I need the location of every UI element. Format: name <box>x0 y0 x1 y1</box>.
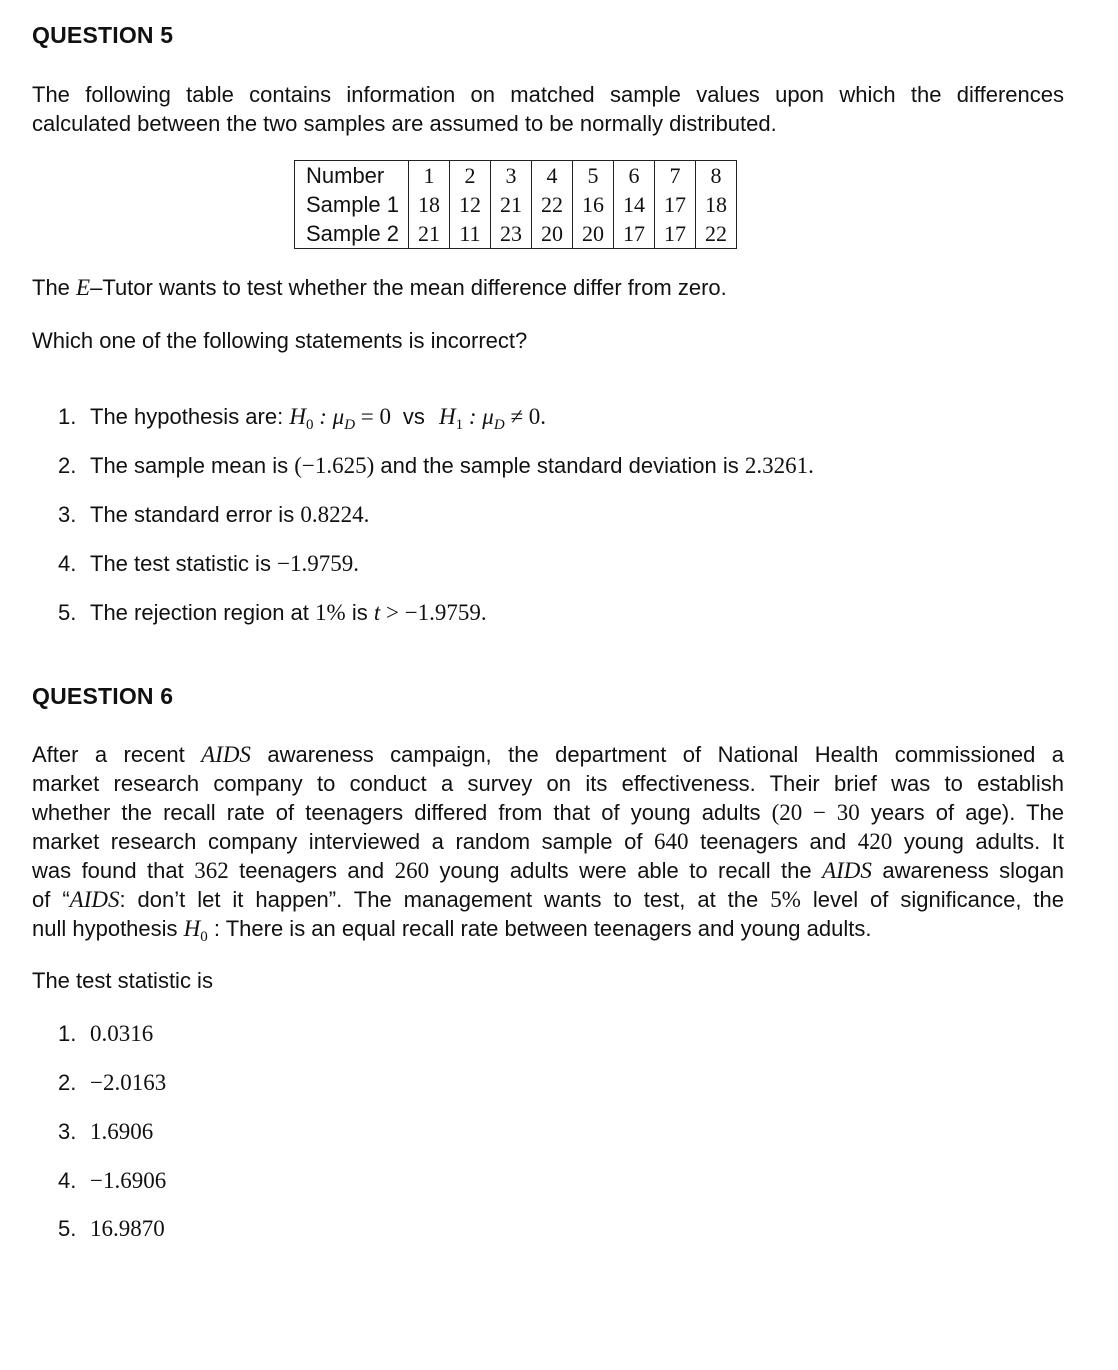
option-1: 1. The hypothesis are: $H_0$ : $\mu_D = 0$ vs $H_1$ : $\mu_D \ne 0$. <box>58 404 547 433</box>
question-6-prompt: The test statistic is <box>32 968 213 993</box>
table-cell: 22 <box>531 190 572 219</box>
table-cell: 2 <box>449 161 490 191</box>
table-cell: 17 <box>613 219 654 249</box>
table-cell: 11 <box>449 219 490 249</box>
option-2: 2. −2.0163 <box>58 1070 167 1095</box>
table-cell: 12 <box>449 190 490 219</box>
table-cell: 22 <box>695 219 736 249</box>
table-cell: 14 <box>613 190 654 219</box>
option-5: 5. The rejection region at 1% is t > −1.9759. <box>58 600 487 625</box>
table-row <box>295 190 737 219</box>
option-5: 5. 16.9870 <box>58 1216 165 1241</box>
table-row <box>295 219 737 249</box>
table-cell: 20 <box>531 219 572 249</box>
table-cell: 8 <box>695 161 736 191</box>
matched-sample-table <box>294 160 737 249</box>
option-2: 2. The sample mean is (−1.625) and the sample standard deviation is 2.3261. <box>58 453 814 478</box>
question-6-title: QUESTION 6 <box>32 683 174 709</box>
question-5-title: QUESTION 5 <box>32 22 174 48</box>
table-cell: 7 <box>654 161 695 191</box>
table-cell: 16 <box>572 190 613 219</box>
table-cell: 1 <box>408 161 449 191</box>
option-3: 3. The standard error is 0.8224. <box>58 502 370 527</box>
intro-line-1: The following table contains information on matched sample values upon which the differences <box>32 82 1064 107</box>
row-label: Number <box>295 161 409 191</box>
table-cell: 21 <box>490 190 531 219</box>
question-6-paragraph: After a recent AIDS awareness campaign, the department of National Health commissioned a market research company to conduct a survey on its effectiveness. Their brief was to establish whether the recall rate of teenagers differed from that of young adults (20 − 30 years of age). The market research company interviewed a random sample of 640 teenagers and 420 young adults. It was found that 362 teenagers and 260 young adults were able to recall the AIDS awareness slogan of “AIDS: don’t let it happen”. The management wants to test, at the 5% level of significance, the null hypothesis $H_0$ : There is an equal recall rate between teenagers and young adults. <box>32 742 1064 945</box>
table-cell: 17 <box>654 190 695 219</box>
intro-line-2: calculated between the two samples are assumed to be normally distributed. <box>32 111 777 136</box>
table-cell: 20 <box>572 219 613 249</box>
option-4: 4. The test statistic is −1.9759. <box>58 551 360 576</box>
e-symbol: E <box>76 275 91 300</box>
option-1: 1. 0.0316 <box>58 1021 154 1046</box>
table-cell: 4 <box>531 161 572 191</box>
table-row <box>295 161 737 191</box>
question-5-prompt: Which one of the following statements is incorrect? <box>32 328 528 353</box>
table-cell: 18 <box>408 190 449 219</box>
table-cell: 5 <box>572 161 613 191</box>
option-3: 3. 1.6906 <box>58 1119 154 1144</box>
row-label: Sample 1 <box>295 190 409 219</box>
table-cell: 23 <box>490 219 531 249</box>
table-cell: 6 <box>613 161 654 191</box>
table-cell: 3 <box>490 161 531 191</box>
table-cell: 17 <box>654 219 695 249</box>
row-label: Sample 2 <box>295 219 409 249</box>
option-4: 4. −1.6906 <box>58 1168 167 1193</box>
test-description: The E–Tutor wants to test whether the mean difference differ from zero. <box>32 275 727 300</box>
table-cell: 21 <box>408 219 449 249</box>
question-5-intro <box>32 80 1064 138</box>
table-cell: 18 <box>695 190 736 219</box>
